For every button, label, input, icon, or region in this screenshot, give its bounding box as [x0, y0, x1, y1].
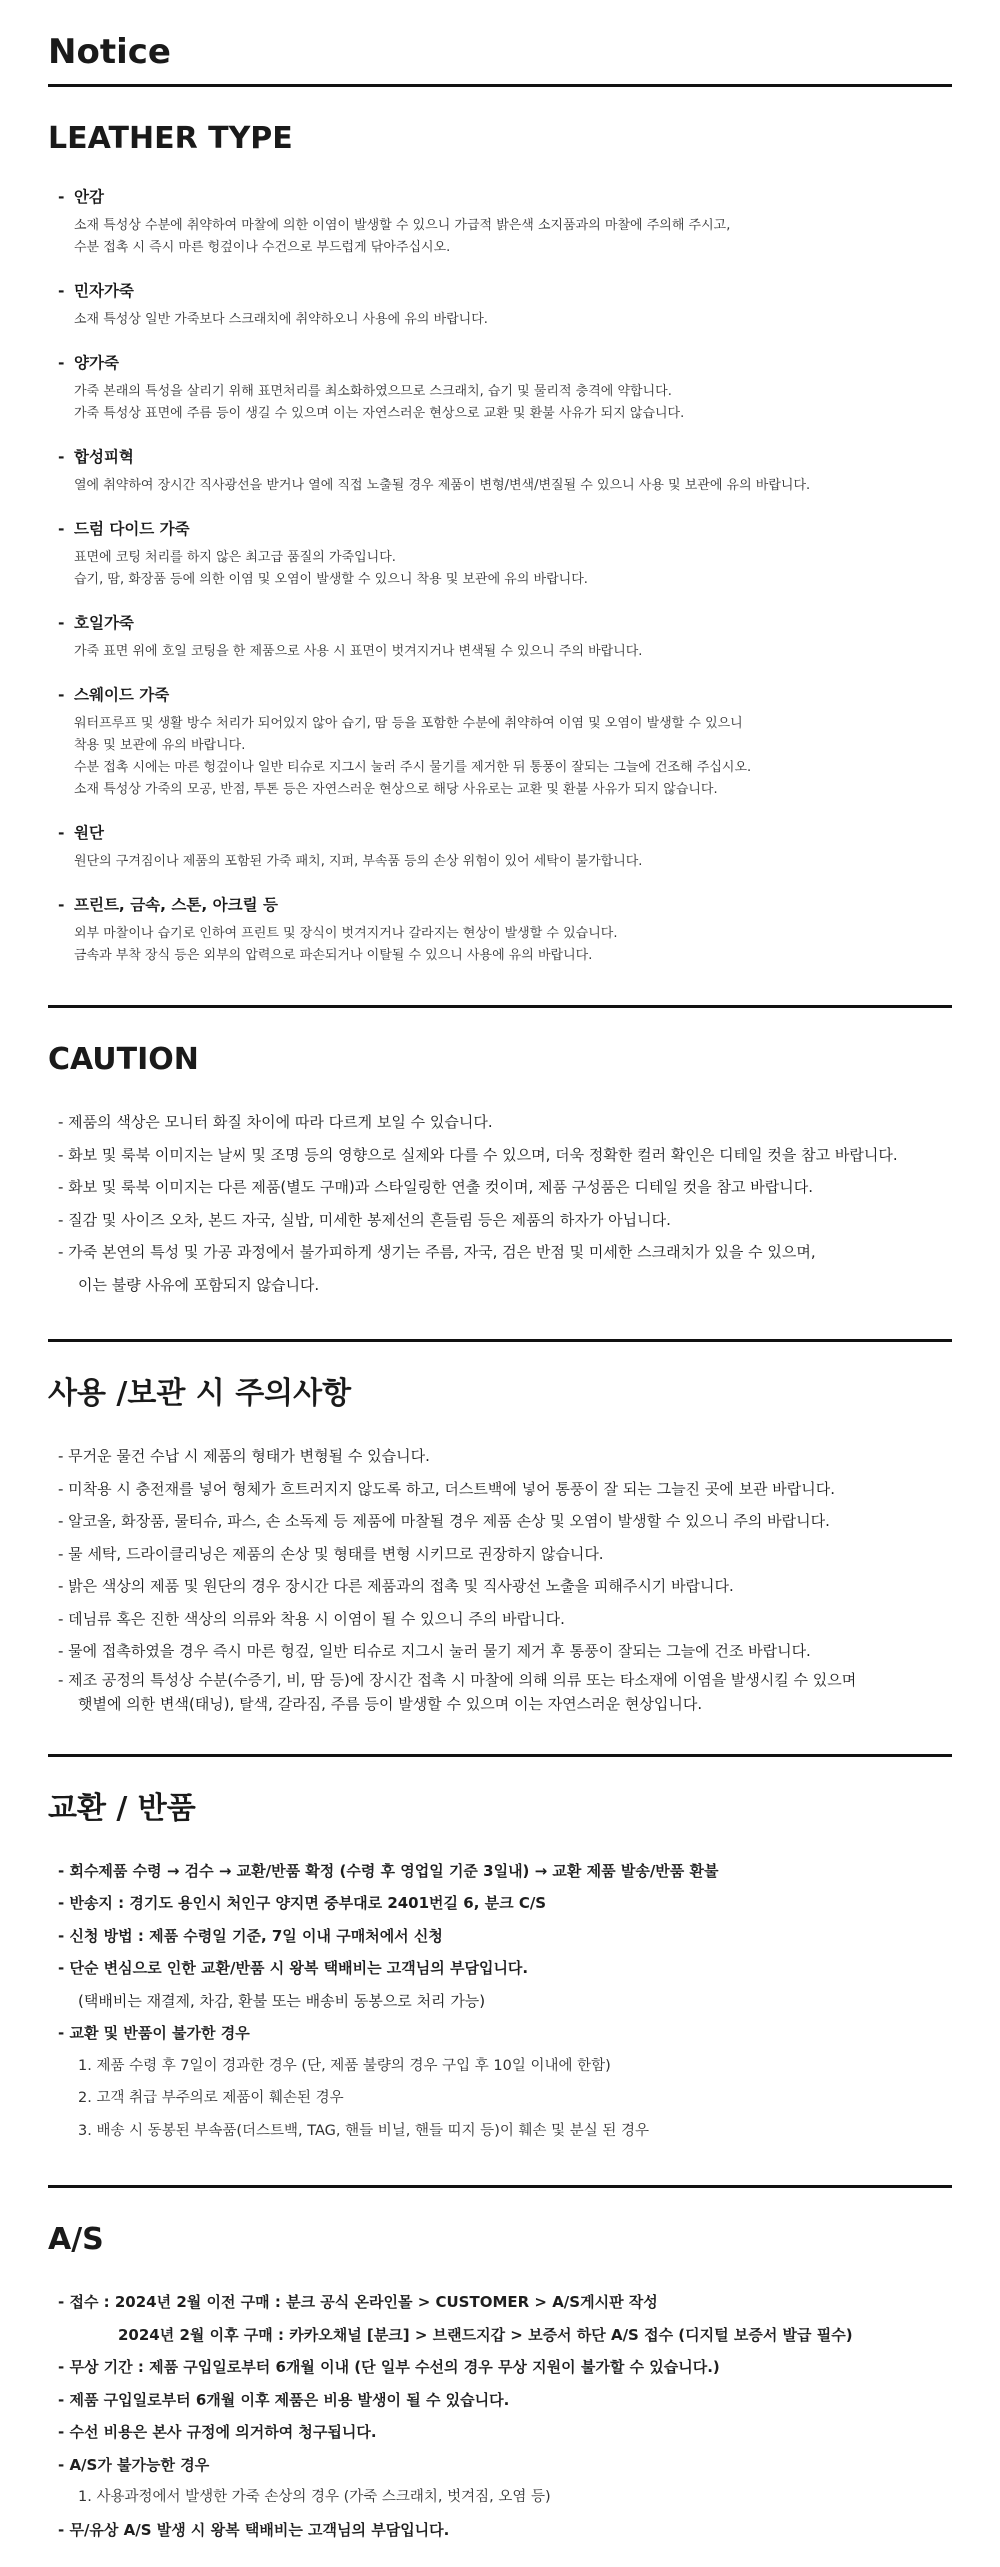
- leather-type-name: 양가죽: [74, 354, 119, 372]
- as-free-period: - 무상 기간 : 제품 구입일로부터 6개월 이내 (단 일부 수선의 경우 무상 지원이 불가할 수 있습니다.): [58, 2358, 720, 2376]
- section-divider: [48, 1339, 952, 1342]
- leather-type-description: 습기, 땀, 화장품 등에 의한 이염 및 오염이 발생할 수 있으니 착용 및 보관에 유의 바랍니다.: [74, 572, 588, 587]
- leather-type-item: [58, 821, 952, 873]
- caution-list: [58, 1106, 952, 1301]
- leather-type-description: 소재 특성상 가죽의 모공, 반점, 투톤 등은 자연스러운 현상으로 해당 사유로는 교환 및 환불 사유가 되지 않습니다.: [74, 782, 718, 797]
- as-section: [48, 2220, 952, 2546]
- caution-item: - 제품의 색상은 모니터 화질 차이에 따라 다르게 보일 수 있습니다.: [58, 1113, 493, 1131]
- leather-type-item: [58, 611, 952, 663]
- usage-section: [48, 1374, 952, 1716]
- bullet-dash: -: [58, 520, 65, 538]
- exchange-not-allowed-item: 3. 배송 시 동봉된 부속품(더스트백, TAG, 핸들 비닐, 핸들 띠지 등)이 훼손 및 분실 된 경우: [78, 2122, 649, 2139]
- leather-type-item: [58, 683, 952, 801]
- usage-item: - 알코올, 화장품, 물티슈, 파스, 손 소독제 등 제품에 마찰될 경우 제품 손상 및 오염이 발생할 수 있으니 주의 바랍니다.: [58, 1512, 830, 1530]
- usage-item: - 데님류 혹은 진한 색상의 의류와 착용 시 이염이 될 수 있으니 주의 바랍니다.: [58, 1609, 565, 1628]
- as-repair-cost: - 수선 비용은 본사 규정에 의거하여 청구됩니다.: [58, 2423, 377, 2441]
- leather-type-description: 외부 마찰이나 습기로 인하여 프린트 및 장식이 벗겨지거나 갈라지는 현상이 발생할 수 있습니다.: [74, 926, 618, 941]
- usage-item: - 밝은 색상의 제품 및 원단의 경우 장시간 다른 제품과의 접촉 및 직사광선 노출을 피해주시기 바랍니다.: [58, 1577, 734, 1595]
- leather-type-description: 소재 특성상 수분에 취약하여 마찰에 의한 이염이 발생할 수 있으니 가급적 밝은색 소지품과의 마찰에 주의해 주시고,: [74, 218, 731, 233]
- leather-type-heading: [58, 611, 952, 635]
- leather-type-item: [58, 351, 952, 425]
- leather-type-description: 표면에 코팅 처리를 하지 않은 최고급 품질의 가죽입니다.: [74, 550, 396, 565]
- exchange-list: [58, 1855, 952, 2148]
- as-list: [58, 2286, 952, 2546]
- as-after-six-months: - 제품 구입일로부터 6개월 이후 제품은 비용 발생이 될 수 있습니다.: [58, 2390, 510, 2409]
- exchange-not-allowed-item: 2. 고객 취급 부주의로 제품이 훼손된 경우: [78, 2090, 344, 2106]
- bullet-dash: -: [58, 686, 65, 704]
- leather-type-description: 금속과 부착 장식 등은 외부의 압력으로 파손되거나 이탈될 수 있으니 사용에 유의 바랍니다.: [74, 948, 593, 963]
- leather-type-description: 열에 취약하여 장시간 직사광선을 받거나 열에 직접 노출될 경우 제품이 변형/변색/변질될 수 있으니 사용 및 보관에 유의 바랍니다.: [74, 478, 811, 493]
- notice-title: Notice: [48, 28, 952, 87]
- caution-section: [48, 1040, 952, 1301]
- leather-type-title: LEATHER TYPE: [48, 121, 293, 156]
- leather-type-description: 수분 접촉 시 즉시 마른 헝겊이나 수건으로 부드럽게 닦아주십시오.: [74, 240, 451, 255]
- usage-list: [58, 1440, 952, 1716]
- usage-item: - 제조 공정의 특성상 수분(수증기, 비, 땀 등)에 장시간 접촉 시 마찰에 의해 의류 또는 타소재에 이염을 발생시킬 수 있으며: [58, 1670, 857, 1689]
- bullet-dash: -: [58, 614, 65, 632]
- usage-title: 사용 /보관 시 주의사항: [48, 1376, 352, 1411]
- leather-type-name: 호일가죽: [74, 614, 134, 632]
- leather-type-description: 가죽 특성상 표면에 주름 등이 생길 수 있으며 이는 자연스러운 현상으로 교환 및 환불 사유가 되지 않습니다.: [74, 406, 685, 421]
- leather-type-description: 수분 접촉 시에는 마른 헝겊이나 일반 티슈로 지그시 눌러 주시 물기를 제거한 뒤 통풍이 잘되는 그늘에 건조해 주십시오.: [74, 760, 752, 775]
- usage-item: - 물 세탁, 드라이클리닝은 제품의 손상 및 형태를 변형 시키므로 권장하지 않습니다.: [58, 1544, 604, 1563]
- section-divider: [48, 1005, 952, 1008]
- leather-type-description: 원단의 구겨짐이나 제품의 포함된 가죽 패치, 지퍼, 부속품 등의 손상 위험이 있어 세탁이 불가합니다.: [74, 854, 643, 869]
- usage-item-continuation: 햇볕에 의한 변색(태닝), 탈색, 갈라짐, 주름 등이 발생할 수 있으며 이는 자연스러운 현상입니다.: [78, 1694, 703, 1713]
- bullet-dash: -: [58, 188, 65, 206]
- leather-type-description: 가죽 표면 위에 호일 코팅을 한 제품으로 사용 시 표면이 벗겨지거나 변색될 수 있으니 주의 바랍니다.: [74, 644, 643, 659]
- leather-type-name: 원단: [74, 824, 104, 842]
- leather-type-heading: [58, 351, 952, 375]
- bullet-dash: -: [58, 896, 65, 914]
- caution-item: - 화보 및 룩북 이미지는 날씨 및 조명 등의 영향으로 실제와 다를 수 있으며, 더욱 정확한 컬러 확인은 디테일 컷을 참고 바랍니다.: [58, 1145, 898, 1164]
- leather-type-heading: [58, 279, 952, 303]
- as-reception: - 접수 : 2024년 2월 이전 구매 : 분크 공식 온라인몰 > CUSTOMER > A/S게시판 작성: [58, 2293, 658, 2311]
- exchange-address: - 반송지 : 경기도 용인시 처인구 양지면 중부대로 2401번길 6, 분크 C/S: [58, 1894, 547, 1912]
- leather-type-item: [58, 279, 952, 331]
- leather-type-list: [48, 185, 952, 967]
- leather-type-name: 안감: [74, 188, 104, 206]
- leather-type-name: 스웨이드 가죽: [74, 686, 170, 704]
- leather-type-heading: [58, 517, 952, 541]
- bullet-dash: -: [58, 282, 65, 300]
- bullet-dash: -: [58, 354, 65, 372]
- leather-type-name: 프린트, 금속, 스톤, 아크릴 등: [74, 896, 278, 914]
- leather-type-heading: [58, 893, 952, 917]
- usage-item: - 미착용 시 충전재를 넣어 형체가 흐트러지지 않도록 하고, 더스트백에 넣어 통풍이 잘 되는 그늘진 곳에 보관 바랍니다.: [58, 1479, 836, 1498]
- as-shipping-fee: - 무/유상 A/S 발생 시 왕복 택배비는 고객님의 부담입니다.: [58, 2520, 450, 2539]
- leather-type-name: 합성피혁: [74, 448, 134, 466]
- caution-item: - 질감 및 사이즈 오차, 본드 자국, 실밥, 미세한 봉제선의 흔들림 등은 제품의 하자가 아닙니다.: [58, 1210, 671, 1229]
- caution-item: - 가죽 본연의 특성 및 가공 과정에서 불가피하게 생기는 주름, 자국, 검은 반점 및 미세한 스크래치가 있을 수 있으며,: [58, 1243, 816, 1261]
- as-title: A/S: [48, 2222, 104, 2257]
- leather-type-heading: [58, 445, 952, 469]
- leather-type-description: 워터프루프 및 생활 방수 처리가 되어있지 않아 습기, 땀 등을 포함한 수분에 취약하여 이염 및 오염이 발생할 수 있으니: [74, 716, 743, 731]
- as-reception-after: 2024년 2월 이후 구매 : 카카오채널 [분크] > 브랜드지갑 > 보증서 하단 A/S 접수 (디지털 보증서 발급 필수): [118, 2325, 853, 2344]
- leather-type-description: 소재 특성상 일반 가죽보다 스크래치에 취약하오니 사용에 유의 바랍니다.: [74, 312, 488, 327]
- leather-type-name: 드럼 다이드 가죽: [74, 520, 190, 538]
- section-divider: [48, 1754, 952, 1757]
- leather-type-description: 가죽 본래의 특성을 살리기 위해 표면처리를 최소화하였으므로 스크래치, 습기 및 물리적 충격에 약합니다.: [74, 384, 672, 399]
- exchange-not-allowed-item: 1. 제품 수령 후 7일이 경과한 경우 (단, 제품 불량의 경우 구입 후 10일 이내에 한함): [78, 2057, 611, 2074]
- exchange-not-allowed-heading: - 교환 및 반품이 불가한 경우: [58, 2024, 250, 2042]
- caution-item-continuation: 이는 불량 사유에 포함되지 않습니다.: [78, 1275, 320, 1294]
- leather-type-item: [58, 445, 952, 497]
- leather-type-item: [58, 185, 952, 259]
- exchange-method: - 신청 방법 : 제품 수령일 기준, 7일 이내 구매처에서 신청: [58, 1926, 443, 1945]
- leather-type-item: [58, 517, 952, 591]
- leather-type-description: 착용 및 보관에 유의 바랍니다.: [74, 738, 246, 753]
- exchange-title: 교환 / 반품: [48, 1790, 196, 1826]
- leather-type-name: 민자가죽: [74, 282, 134, 300]
- leather-type-heading: [58, 185, 952, 209]
- exchange-section: [48, 1789, 952, 2148]
- exchange-process: - 회수제품 수령 → 검수 → 교환/반품 확정 (수령 후 영업일 기준 3일내) → 교환 제품 발송/반품 환불: [58, 1861, 719, 1880]
- exchange-shipping-fee: - 단순 변심으로 인한 교환/반품 시 왕복 택배비는 고객님의 부담입니다.: [58, 1959, 529, 1977]
- usage-item: - 물에 접촉하였을 경우 즉시 마른 헝겊, 일반 티슈로 지그시 눌러 물기 제거 후 통풍이 잘되는 그늘에 건조 바랍니다.: [58, 1642, 811, 1660]
- exchange-shipping-note: (택배비는 재결제, 차감, 환불 또는 배송비 동봉으로 처리 가능): [78, 1991, 486, 2010]
- leather-type-item: [58, 893, 952, 967]
- leather-type-section: [48, 119, 952, 967]
- usage-item: - 무거운 물건 수납 시 제품의 형태가 변형될 수 있습니다.: [58, 1447, 430, 1465]
- leather-type-heading: [58, 683, 952, 707]
- as-not-possible-heading: - A/S가 불가능한 경우: [58, 2455, 210, 2474]
- caution-item: - 화보 및 룩북 이미지는 다른 제품(별도 구매)과 스타일링한 연출 컷이며, 제품 구성품은 디테일 컷을 참고 바랍니다.: [58, 1178, 813, 1196]
- leather-type-heading: [58, 821, 952, 845]
- bullet-dash: -: [58, 824, 65, 842]
- caution-title: CAUTION: [48, 1042, 199, 1077]
- as-not-possible-item: 1. 사용과정에서 발생한 가죽 손상의 경우 (가죽 스크래치, 벗겨짐, 오염 등): [78, 2489, 551, 2505]
- bullet-dash: -: [58, 448, 65, 466]
- section-divider: [48, 2185, 952, 2188]
